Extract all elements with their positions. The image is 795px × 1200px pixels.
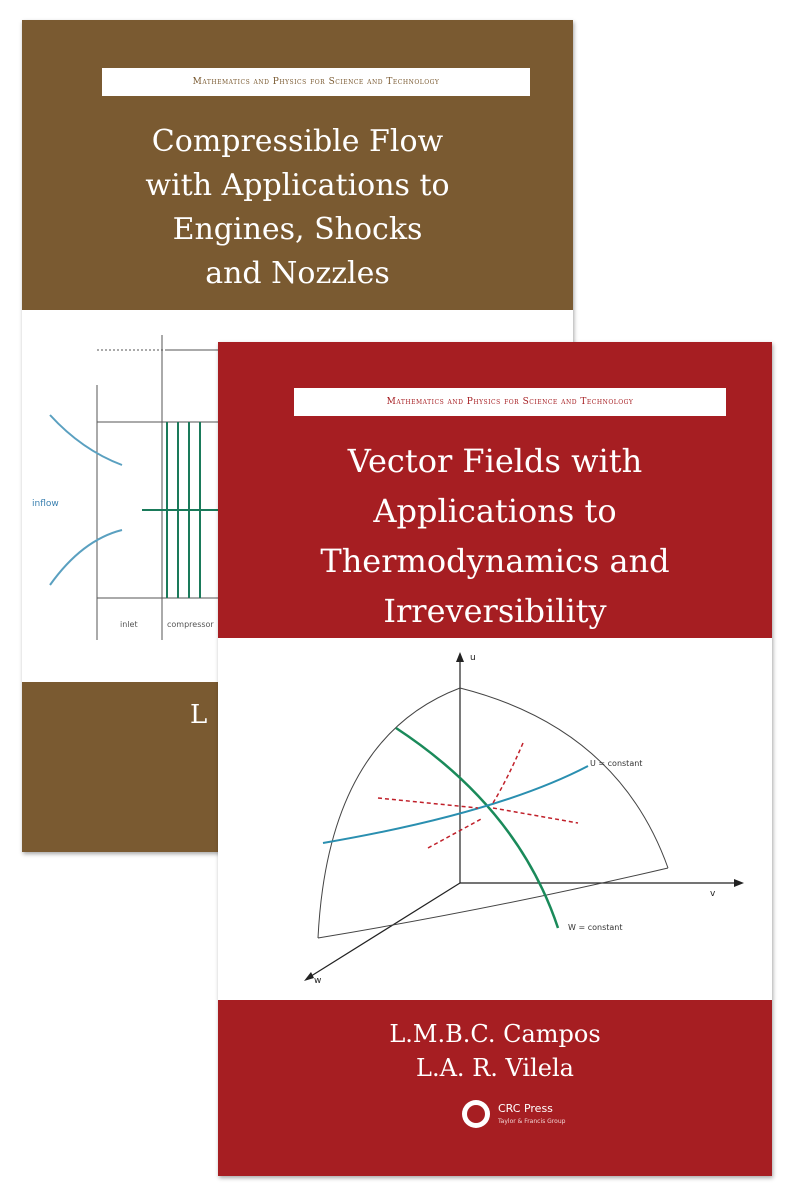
series-banner: Mathematics and Physics for Science and Technology (102, 68, 530, 96)
publisher-name: CRC Press (498, 1102, 553, 1115)
title-line: Applications to (373, 492, 617, 530)
diagram-label: W = constant (568, 923, 623, 932)
publisher-subtitle: Taylor & Francis Group (498, 1118, 566, 1125)
title-line: Compressible Flow (151, 124, 444, 159)
book-cover-vector-fields (218, 342, 772, 1176)
axis-label: u (470, 653, 476, 663)
title-line: Irreversibility (383, 592, 607, 630)
series-banner: Mathematics and Physics for Science and Technology (294, 388, 726, 416)
cover-illustration-area (218, 638, 772, 1000)
author-name: L.A. R. Vilela (416, 1054, 574, 1082)
diagram-label: compressor (167, 620, 214, 629)
diagram-label: U = constant (590, 759, 643, 768)
title-line: Thermodynamics and (320, 542, 670, 580)
axis-label: v (710, 889, 716, 899)
vector-field-diagram (218, 638, 772, 1000)
book-title (42, 120, 553, 296)
diagram-label: inflow (32, 499, 59, 509)
author-fragment: L (190, 700, 208, 730)
title-line: and Nozzles (205, 256, 390, 291)
book-title (238, 436, 752, 636)
title-line: Vector Fields with (347, 442, 643, 480)
diagram-label: inlet (120, 620, 138, 629)
axis-label: w (314, 976, 322, 986)
title-line: Engines, Shocks (172, 212, 423, 247)
title-line: with Applications to (145, 168, 450, 203)
author-name: L.M.B.C. Campos (389, 1020, 601, 1048)
